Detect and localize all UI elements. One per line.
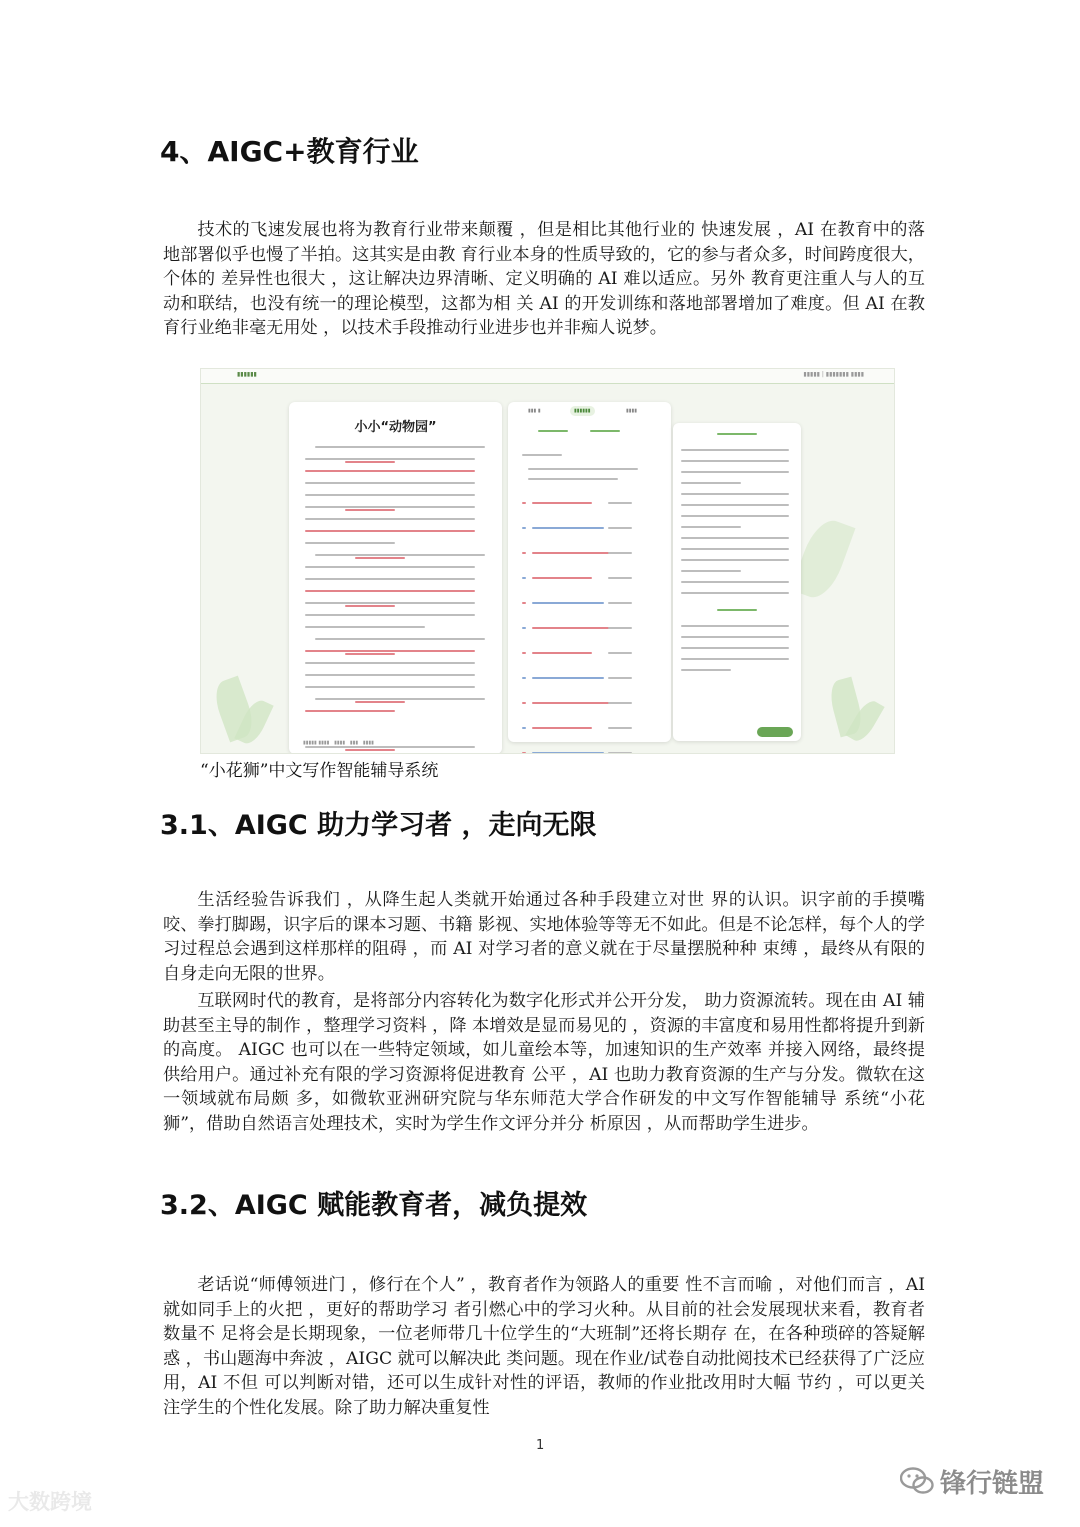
figure-text-line: [355, 701, 405, 703]
figure-text-line: [681, 537, 789, 539]
figure-text-line: [522, 752, 526, 754]
figure-text-line: [717, 609, 757, 611]
figure-text-line: [522, 577, 526, 579]
figure-text-line: [522, 652, 526, 654]
figure-text-line: [345, 461, 395, 463]
figure-text-line: [608, 602, 632, 604]
figure-text-line: [532, 627, 616, 629]
figure-text-line: [681, 482, 741, 484]
figure-tab: ▮▮▮ ▮: [528, 408, 541, 414]
figure-tab-bar: [514, 406, 665, 416]
figure-text-line: [305, 566, 475, 568]
figure-tab: ▮▮▮▮: [626, 408, 638, 414]
paragraph-learners-1: 生活经验告诉我们 ，从降生起人类就开始通过各种手段建立对世 界的认识。识字前的手摸嘴咬、拳打脚踢，识字后的课本习题、书籍 影视、实地体验等等无不如此。但是不论怎样，每个人的学习过程总会遇到这样那样的阻碍 ，而 AI 对学习者的意义就在于尽量摆脱种种 束缚 ，最终从有限的自身走向无限的世界。: [163, 890, 925, 984]
figure-text-line: [681, 548, 789, 550]
figure-feedback-panel: [508, 402, 671, 742]
figure-essay-panel: [289, 402, 502, 754]
figure-text-line: [528, 478, 618, 480]
figure-screenshot: [200, 368, 895, 754]
figure-text-line: [305, 470, 475, 472]
figure-app-logo: ▮▮▮▮▮▮: [237, 371, 257, 378]
figure-essay-footer: ▮▮▮▮▮ ▮▮▮▮ ▮▮▮▮ ▮▮▮ ▮▮▮▮: [303, 740, 374, 746]
figure-text-line: [522, 702, 526, 704]
figure-text-line: [522, 527, 526, 529]
figure-text-line: [681, 581, 789, 583]
figure-text-line: [681, 625, 789, 627]
figure-text-line: [345, 749, 395, 751]
figure-text-line: [522, 454, 562, 456]
figure-text-line: [608, 652, 632, 654]
figure-submit-button: [757, 727, 793, 737]
figure-text-line: [345, 653, 395, 655]
figure-text-line: [608, 702, 632, 704]
figure-text-line: [355, 557, 405, 559]
figure-text-line: [532, 677, 604, 679]
figure-text-line: [305, 458, 475, 460]
figure-text-line: [315, 446, 485, 448]
figure-text-line: [532, 502, 592, 504]
figure-text-line: [305, 674, 475, 676]
figure-text-line: [532, 752, 604, 754]
watermark-left: [8, 1486, 92, 1516]
figure-text-line: [528, 468, 638, 470]
figure-text-line: [305, 518, 475, 520]
figure-text-line: [608, 727, 632, 729]
figure-text-line: [532, 527, 604, 529]
figure-text-line: [608, 527, 632, 529]
figure-text-line: [681, 493, 789, 495]
figure-text-line: [305, 650, 475, 652]
figure-text-line: [305, 506, 475, 508]
figure-text-line: [681, 449, 789, 451]
watermark-right-text: 锋行链盟: [940, 1468, 1045, 1499]
figure-text-line: [305, 542, 395, 544]
paragraph-educators: 老话说“师傅领进门 ，修行在个人” ，教育者作为领路人的重要 性不言而喻 ，对他们而言 ，AI 就如同手上的火把 ，更好的帮助学习 者引燃心中的学习火种。从目前的社会发展现状来看，教育者数量不 足将会是长期现象，一位老师带几十位学生的“大班制”还将长期存 在，在各种琐碎的答疑解惑 ，书山题海中奔波 ，AIGC 就可以解决此 类问题。现在作业/试卷自动批阅技术已经获得了广泛应用，AI 不但 可以判断对错，还可以生成针对性的评语，教师的作业批改用时大幅 节约 ，可以更关注学生的个性化发展。除了助力解决重复性: [163, 1275, 925, 1418]
figure-text-line: [717, 433, 757, 435]
figure-text-line: [305, 686, 475, 688]
figure-text-line: [608, 502, 632, 504]
figure-text-line: [681, 526, 741, 528]
figure-text-line: [681, 647, 789, 649]
figure-text-line: [305, 710, 395, 712]
figure-text-line: [532, 702, 616, 704]
section-heading-3-1: 3.1、AIGC 助力学习者 ，走向无限: [160, 810, 597, 841]
figure-text-line: [532, 552, 616, 554]
figure-text-line: [608, 677, 632, 679]
figure-text-line: [305, 494, 475, 496]
figure-text-line: [305, 746, 475, 748]
figure-app-nav: ▮▮▮▮▮ | ▮▮▮▮▮▮▮ ▮▮▮▮: [803, 371, 864, 378]
paragraph-intro: 技术的飞速发展也将为教育行业带来颠覆 ，但是相比其他行业的 快速发展 ，AI 在教育中的落地部署似乎也慢了半拍。这其实是由教 育行业本身的性质导致的，它的参与者众多，时间跨度很大，个体的 差异性也很大 ，这让解决边界清晰、定义明确的 AI 难以适应。另外 教育更注重人与人的互动和联结，也没有统一的理论模型，这都为相 关 AI 的开发训练和落地部署增加了难度。但 AI 在教育行业绝非毫无用处 ，以技术手段推动行业进步也并非痴人说梦。: [163, 220, 925, 339]
figure-text-line: [522, 627, 526, 629]
figure-text-line: [315, 698, 485, 700]
figure-text-line: [305, 614, 475, 616]
section-heading-4: 4、AIGC+教育行业: [160, 135, 419, 168]
figure-text-line: [305, 626, 425, 628]
figure-text-line: [681, 636, 789, 638]
paragraph-learners-2: 互联网时代的教育，是将部分内容转化为数字化形式并公开分发， 助力资源流转。现在由 AI 辅助甚至主导的制作 ，整理学习资料 ，降 本增效是显而易见的 ，资源的丰富度和易用性都将提升到新的高度。 AIGC 也可以在一些特定领域，如儿童绘本等，加速知识的生产效率 并接入网络，最终提供给用户。通过补充有限的学习资源将促进教育 公平 ，AI 也助力教育资源的生产与分发。微软在这一领域就布局颇 多，如微软亚洲研究院与华东师范大学合作研发的中文写作智能辅导 系统“小花狮”，借助自然语言处理技术，实时为学生作文评分并分 析原因 ，从而帮助学生进步。: [163, 991, 925, 1134]
figure-text-line: [590, 430, 620, 432]
figure-text-line: [532, 577, 592, 579]
figure-text-line: [681, 460, 789, 462]
figure-text-line: [538, 430, 568, 432]
watermark-left-text: 大数跨境: [8, 1490, 92, 1514]
figure-text-line: [305, 590, 475, 592]
figure-text-line: [681, 515, 789, 517]
figure-text-line: [305, 578, 475, 580]
figure-text-line: [532, 602, 604, 604]
figure-text-line: [681, 570, 741, 572]
figure-text-line: [305, 662, 475, 664]
figure-essay-title: 小小“动物园”: [354, 420, 437, 435]
figure-text-line: [315, 554, 485, 556]
figure-text-line: [681, 559, 789, 561]
figure-text-line: [681, 658, 789, 660]
figure-text-line: [532, 652, 592, 654]
page-number: 1: [536, 1438, 545, 1453]
figure-text-line: [608, 552, 632, 554]
figure-text-line: [345, 605, 395, 607]
figure-text-line: [345, 509, 395, 511]
watermark-right: [900, 1463, 1044, 1499]
figure-text-line: [608, 577, 632, 579]
section-heading-3-2: 3.2、AIGC 赋能教育者，减负提效: [160, 1190, 588, 1221]
figure-text-line: [305, 602, 475, 604]
figure-caption: “小花狮”中文写作智能辅导系统: [200, 761, 439, 781]
figure-text-line: [608, 752, 632, 754]
figure-text-line: [522, 727, 526, 729]
figure-text-line: [522, 602, 526, 604]
wechat-icon: [900, 1467, 934, 1495]
figure-text-line: [681, 504, 789, 506]
figure-text-line: [522, 677, 526, 679]
figure-text-line: [315, 638, 485, 640]
figure-tab-active: ▮▮▮▮▮▮: [570, 406, 595, 416]
figure-comment-panel: [673, 423, 801, 741]
figure-app-header: [201, 369, 894, 384]
figure-text-line: [522, 502, 526, 504]
figure-text-line: [608, 627, 632, 629]
figure-text-line: [305, 482, 475, 484]
figure-text-line: [681, 471, 789, 473]
figure-text-line: [681, 592, 789, 594]
figure-text-line: [681, 669, 731, 671]
figure-text-line: [532, 727, 592, 729]
figure-text-line: [305, 530, 475, 532]
figure-text-line: [522, 552, 526, 554]
